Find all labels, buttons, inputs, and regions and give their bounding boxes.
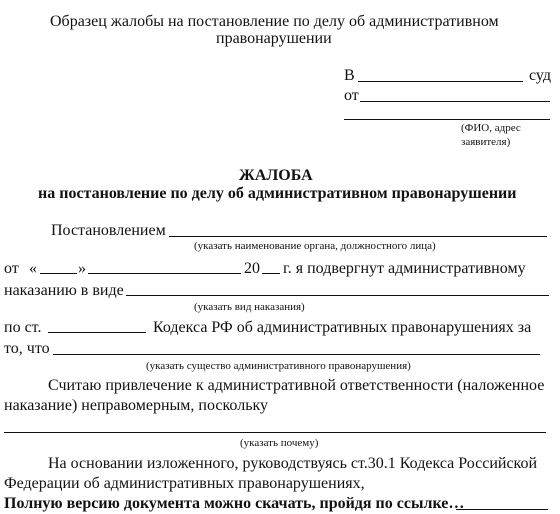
date-year-blank[interactable] [262,273,280,274]
hint-organ: (указать наименование органа, должностного лица) [194,240,436,252]
from-prefix: от [344,87,359,104]
document-title: ЖАЛОБА [239,167,313,184]
page-header-line2: правонарушении [216,30,332,47]
consider-line1: Считаю привлечение к административной ответственности (наложенное [48,377,545,394]
essence-blank[interactable] [53,354,540,355]
download-note[interactable]: Полную версию документа можно скачать, пройдя по ссылке… [4,495,465,512]
hint-essence: (указать существо административного правонарушения) [146,360,411,372]
applicant-caption-line1: (ФИО, адрес [461,122,521,134]
court-name-blank[interactable] [358,81,523,82]
applicant-name-blank[interactable] [360,101,550,102]
article-number-blank[interactable] [48,332,146,333]
to-court-prefix: В [344,67,355,84]
page-header-line1: Образец жалобы на постановление по делу об административном [50,13,499,30]
penalty-blank[interactable] [126,295,549,296]
download-link-blank [456,509,548,510]
that-label: то, что [4,340,50,357]
date-year-prefix: 20 [244,260,260,277]
basis-line2: Федерации об административных правонарушениях, [4,475,365,492]
hint-reason: (указать почему) [240,437,319,449]
reason-blank[interactable] [4,432,546,433]
article-prefix: по ст. [4,319,42,336]
resolution-label: Постановлением [51,222,166,239]
date-quote-open: « [29,260,37,277]
date-quote-close: » [78,260,86,277]
penalty-label: наказанию в виде [4,282,124,299]
document-subtitle: на постановление по делу об административном правонарушении [38,185,517,202]
to-court-suffix: суд [529,67,552,84]
date-from-label: от [4,260,19,277]
date-day-blank[interactable] [40,273,77,274]
basis-line1: На основании изложенного, руководствуясь ст.30.1 Кодекса Российской [48,455,538,472]
hint-penalty: (указать вид наказания) [194,301,305,313]
date-rest-text: г. я подвергнут административному [283,260,526,277]
organ-blank[interactable] [169,236,547,237]
applicant-address-blank[interactable] [344,119,550,120]
consider-line2: наказание) неправомерным, поскольку [4,397,269,414]
article-rest-text: Кодекса РФ об административных правонарушениях за [153,319,532,336]
applicant-caption-line2: заявителя) [461,136,511,148]
date-month-blank[interactable] [88,273,241,274]
